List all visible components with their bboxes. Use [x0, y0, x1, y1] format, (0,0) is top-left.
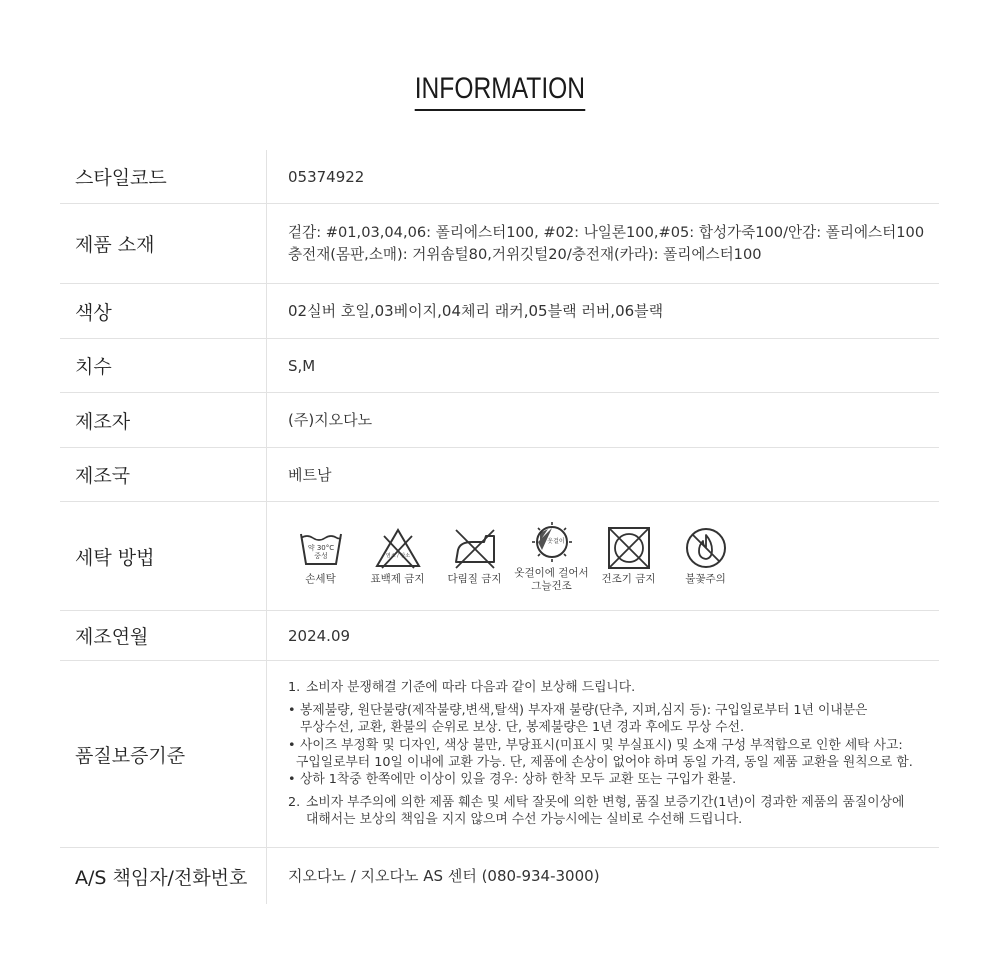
row-label: 품질보증기준 — [60, 661, 267, 847]
quality-line: 대해서는 보상의 책임을 지지 않으며 수선 가능시에는 실비로 수선해 드립니다. — [306, 812, 743, 828]
color-value: 02실버 호일,03베이지,04체리 래커,05블랙 러버,06블랙 — [288, 302, 664, 320]
info-table — [60, 150, 939, 904]
quality-marker: • — [288, 737, 296, 753]
size-value: S,M — [288, 356, 316, 375]
date-value: 2024.09 — [288, 626, 351, 645]
care-item-hang-dry — [513, 520, 590, 593]
row-label: A/S 책임자/전화번호 — [60, 848, 267, 904]
material-line: 충전재(몸판,소매): 거위솜털80,거위깃털20/충전재(카라): 폴리에스터100 — [288, 245, 762, 263]
quality-line: 소비자 부주의에 의한 제품 훼손 및 세탁 잘못에 의한 변형, 품질 보증기간(1년)이 경과한 제품의 품질이상에 — [306, 794, 905, 810]
quality-line: 구입일로부터 10일 이내에 교환 가능. 단, 제품에 손상이 없어야 하며 동일 가격, 동일 제품 교환을 원칙으로 함. — [296, 755, 913, 770]
row-value — [288, 284, 939, 338]
fire-caution-icon — [682, 526, 730, 570]
no-bleach-icon — [374, 526, 422, 570]
row-wash — [60, 502, 939, 611]
style-code-value: 05374922 — [288, 167, 365, 186]
row-color — [60, 284, 939, 339]
care-item-no-bleach — [359, 526, 436, 586]
hand-wash-icon — [297, 526, 345, 570]
care-icons — [282, 502, 939, 610]
row-as — [60, 848, 939, 904]
care-label: 불꽃주의 — [685, 573, 726, 585]
care-label: 표백제 금지 — [370, 573, 425, 585]
page-title — [0, 72, 1000, 111]
care-label: 옷걸이에 걸어서 그늘건조 — [514, 566, 589, 592]
quality-text — [288, 661, 939, 847]
quality-line: 봉제불량, 원단불량(제작불량,변색,탈색) 부자재 불량(단추, 지퍼,심지 등): 구입일로부터 1년 이내분은 — [300, 702, 868, 718]
quality-bullet — [288, 737, 939, 772]
no-iron-icon — [450, 526, 500, 570]
quality-item — [288, 794, 939, 829]
row-size — [60, 339, 939, 393]
row-label: 제조자 — [60, 393, 267, 447]
row-value — [288, 393, 939, 447]
care-label: 손세탁 — [305, 573, 336, 585]
care-item-fire — [667, 526, 744, 586]
quality-line: 사이즈 부정확 및 디자인, 색상 불만, 부당표시(미표시 및 부실표시) 및 소재 구성 부적합으로 인한 세탁 사고: — [300, 737, 903, 753]
row-value — [288, 848, 939, 904]
row-value — [288, 611, 939, 660]
care-item-no-iron — [436, 526, 513, 586]
row-label: 치수 — [60, 339, 267, 392]
care-label: 건조기 금지 — [601, 573, 656, 585]
row-maker — [60, 393, 939, 448]
quality-line: 상하 1착중 한쪽에만 이상이 있을 경우: 상하 한착 모두 교환 또는 구입가 환불. — [300, 772, 737, 788]
row-label: 스타일코드 — [60, 150, 267, 203]
quality-line: 소비자 분쟁해결 기준에 따라 다음과 같이 보상해 드립니다. — [306, 680, 636, 696]
care-item-no-tumble — [590, 526, 667, 586]
country-value: 베트남 — [288, 465, 332, 484]
quality-bullet — [288, 771, 939, 788]
row-quality — [60, 661, 939, 848]
row-country — [60, 448, 939, 502]
quality-item — [288, 679, 939, 696]
quality-bullet — [288, 702, 939, 737]
hand-wash-temp: 약 30°C 중성 — [307, 544, 334, 560]
row-value — [288, 204, 939, 283]
row-label: 색상 — [60, 284, 267, 338]
row-label: 제조연월 — [60, 611, 267, 660]
no-bleach-text: 염소 / 산소 — [385, 553, 410, 559]
row-material — [60, 204, 939, 284]
row-style-code — [60, 150, 939, 204]
hang-dry-text: 옷걸이 — [546, 537, 565, 545]
quality-marker: 2. — [288, 794, 301, 810]
hang-dry-shade-icon — [528, 520, 576, 564]
row-label: 세탁 방법 — [60, 502, 267, 610]
maker-value: (주)지오다노 — [288, 411, 373, 429]
page-title-text: INFORMATION — [415, 72, 585, 111]
quality-marker: • — [288, 772, 296, 788]
quality-line: 무상수선, 교환, 환불의 순위로 보상. 단, 봉제불량은 1년 경과 후에도 무상 수선. — [300, 720, 745, 736]
care-label: 다림질 금지 — [447, 573, 502, 585]
row-label: 제조국 — [60, 448, 267, 501]
as-value: 지오다노 / 지오다노 AS 센터 (080-934-3000) — [288, 867, 600, 885]
row-value — [288, 150, 939, 203]
row-date — [60, 611, 939, 661]
quality-marker: • — [288, 702, 296, 718]
no-tumble-dry-icon — [605, 526, 653, 570]
row-value — [288, 339, 939, 392]
row-label: 제품 소재 — [60, 204, 267, 283]
material-line: 겉감: #01,03,04,06: 폴리에스터100, #02: 나일론100,#05: 합성가죽100/안감: 폴리에스터100 — [288, 223, 925, 241]
row-value — [288, 448, 939, 501]
quality-marker: 1. — [288, 680, 301, 696]
care-item-hand-wash — [282, 526, 359, 586]
